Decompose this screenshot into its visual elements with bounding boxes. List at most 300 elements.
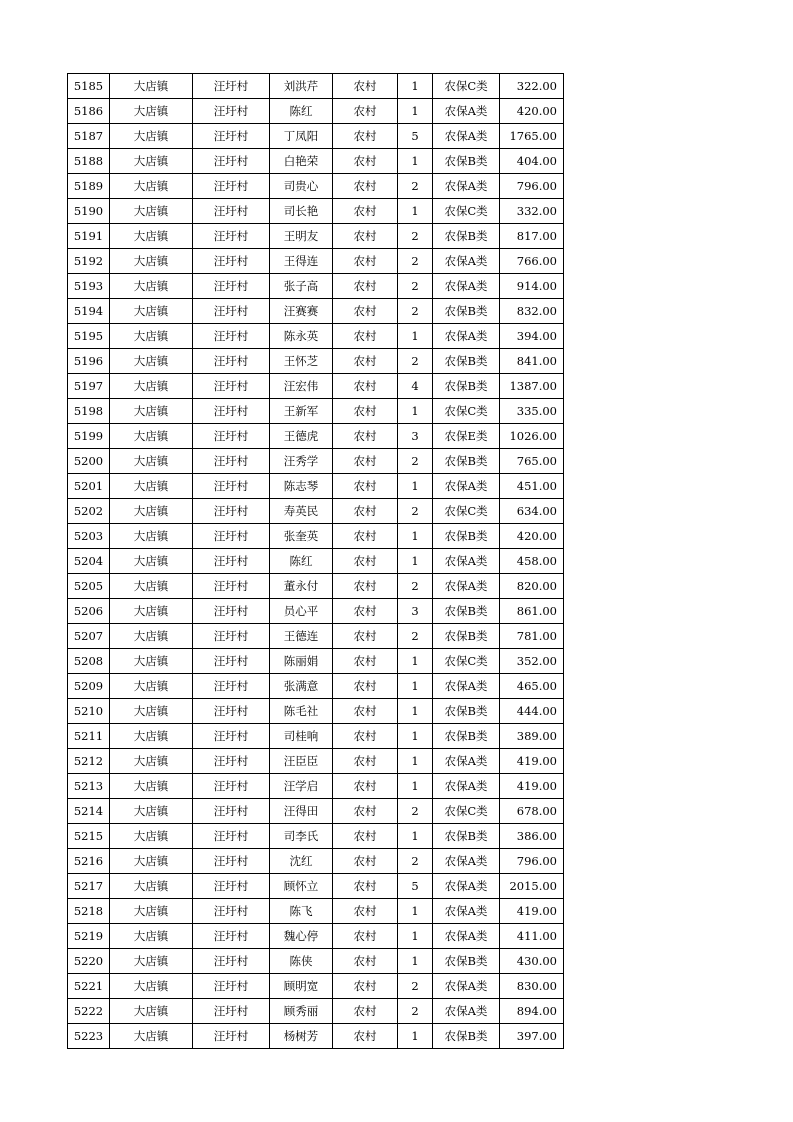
cell-person-count: 2 xyxy=(398,499,433,524)
cell-serial-number: 5195 xyxy=(68,324,110,349)
cell-category: 农保B类 xyxy=(433,949,500,974)
table-row xyxy=(68,974,564,999)
cell-category: 农保A类 xyxy=(433,274,500,299)
cell-household-type: 农村 xyxy=(333,149,398,174)
cell-town: 大店镇 xyxy=(110,224,193,249)
cell-household-type: 农村 xyxy=(333,474,398,499)
cell-household-type: 农村 xyxy=(333,899,398,924)
cell-household-type: 农村 xyxy=(333,924,398,949)
cell-village: 汪圩村 xyxy=(193,799,270,824)
cell-village: 汪圩村 xyxy=(193,574,270,599)
cell-person-count: 2 xyxy=(398,999,433,1024)
cell-person-count: 3 xyxy=(398,599,433,624)
cell-category: 农保A类 xyxy=(433,549,500,574)
cell-name: 陈志琴 xyxy=(270,474,333,499)
cell-amount: 420.00 xyxy=(500,99,564,124)
cell-category: 农保A类 xyxy=(433,574,500,599)
cell-amount: 397.00 xyxy=(500,1024,564,1049)
cell-category: 农保A类 xyxy=(433,474,500,499)
cell-amount: 781.00 xyxy=(500,624,564,649)
cell-household-type: 农村 xyxy=(333,174,398,199)
table-row xyxy=(68,499,564,524)
cell-village: 汪圩村 xyxy=(193,1024,270,1049)
cell-name: 陈红 xyxy=(270,99,333,124)
cell-amount: 389.00 xyxy=(500,724,564,749)
cell-household-type: 农村 xyxy=(333,324,398,349)
cell-amount: 830.00 xyxy=(500,974,564,999)
cell-town: 大店镇 xyxy=(110,899,193,924)
cell-person-count: 2 xyxy=(398,274,433,299)
cell-serial-number: 5186 xyxy=(68,99,110,124)
cell-category: 农保B类 xyxy=(433,1024,500,1049)
cell-category: 农保E类 xyxy=(433,424,500,449)
cell-village: 汪圩村 xyxy=(193,449,270,474)
cell-serial-number: 5207 xyxy=(68,624,110,649)
cell-category: 农保A类 xyxy=(433,974,500,999)
cell-category: 农保A类 xyxy=(433,324,500,349)
records-table xyxy=(67,73,564,1049)
cell-name: 王得连 xyxy=(270,249,333,274)
cell-town: 大店镇 xyxy=(110,824,193,849)
cell-amount: 322.00 xyxy=(500,74,564,99)
cell-name: 寿英民 xyxy=(270,499,333,524)
cell-person-count: 2 xyxy=(398,224,433,249)
table-row xyxy=(68,799,564,824)
cell-serial-number: 5205 xyxy=(68,574,110,599)
cell-village: 汪圩村 xyxy=(193,824,270,849)
cell-amount: 419.00 xyxy=(500,749,564,774)
table-row xyxy=(68,724,564,749)
cell-person-count: 4 xyxy=(398,374,433,399)
cell-person-count: 1 xyxy=(398,824,433,849)
cell-town: 大店镇 xyxy=(110,374,193,399)
cell-amount: 420.00 xyxy=(500,524,564,549)
cell-category: 农保A类 xyxy=(433,924,500,949)
cell-person-count: 1 xyxy=(398,149,433,174)
cell-village: 汪圩村 xyxy=(193,699,270,724)
cell-village: 汪圩村 xyxy=(193,224,270,249)
table-row xyxy=(68,774,564,799)
cell-person-count: 1 xyxy=(398,924,433,949)
cell-village: 汪圩村 xyxy=(193,299,270,324)
cell-amount: 1765.00 xyxy=(500,124,564,149)
cell-town: 大店镇 xyxy=(110,599,193,624)
cell-village: 汪圩村 xyxy=(193,324,270,349)
table-row xyxy=(68,124,564,149)
cell-name: 汪秀学 xyxy=(270,449,333,474)
cell-category: 农保B类 xyxy=(433,224,500,249)
cell-serial-number: 5217 xyxy=(68,874,110,899)
table-row xyxy=(68,374,564,399)
cell-category: 农保B类 xyxy=(433,349,500,374)
cell-town: 大店镇 xyxy=(110,424,193,449)
cell-amount: 796.00 xyxy=(500,174,564,199)
table-row xyxy=(68,174,564,199)
cell-name: 司贵心 xyxy=(270,174,333,199)
cell-serial-number: 5210 xyxy=(68,699,110,724)
table-row xyxy=(68,599,564,624)
cell-name: 汪赛赛 xyxy=(270,299,333,324)
cell-village: 汪圩村 xyxy=(193,474,270,499)
cell-town: 大店镇 xyxy=(110,449,193,474)
cell-name: 白艳荣 xyxy=(270,149,333,174)
table-row xyxy=(68,399,564,424)
cell-name: 汪得田 xyxy=(270,799,333,824)
cell-name: 顾秀丽 xyxy=(270,999,333,1024)
cell-category: 农保C类 xyxy=(433,199,500,224)
cell-serial-number: 5206 xyxy=(68,599,110,624)
cell-name: 张子高 xyxy=(270,274,333,299)
table-row xyxy=(68,274,564,299)
cell-name: 丁凤阳 xyxy=(270,124,333,149)
table-row xyxy=(68,349,564,374)
cell-person-count: 1 xyxy=(398,949,433,974)
cell-category: 农保A类 xyxy=(433,674,500,699)
cell-serial-number: 5218 xyxy=(68,899,110,924)
cell-category: 农保A类 xyxy=(433,899,500,924)
cell-category: 农保B类 xyxy=(433,624,500,649)
cell-household-type: 农村 xyxy=(333,199,398,224)
cell-household-type: 农村 xyxy=(333,974,398,999)
table-row xyxy=(68,449,564,474)
cell-name: 司长艳 xyxy=(270,199,333,224)
cell-amount: 335.00 xyxy=(500,399,564,424)
cell-household-type: 农村 xyxy=(333,524,398,549)
cell-serial-number: 5185 xyxy=(68,74,110,99)
cell-name: 汪臣臣 xyxy=(270,749,333,774)
cell-person-count: 1 xyxy=(398,674,433,699)
cell-name: 汪学启 xyxy=(270,774,333,799)
cell-amount: 1026.00 xyxy=(500,424,564,449)
cell-serial-number: 5194 xyxy=(68,299,110,324)
cell-serial-number: 5202 xyxy=(68,499,110,524)
cell-household-type: 农村 xyxy=(333,424,398,449)
cell-category: 农保C类 xyxy=(433,799,500,824)
cell-village: 汪圩村 xyxy=(193,349,270,374)
cell-village: 汪圩村 xyxy=(193,724,270,749)
cell-village: 汪圩村 xyxy=(193,599,270,624)
cell-serial-number: 5197 xyxy=(68,374,110,399)
cell-village: 汪圩村 xyxy=(193,399,270,424)
cell-serial-number: 5193 xyxy=(68,274,110,299)
cell-name: 陈永英 xyxy=(270,324,333,349)
cell-town: 大店镇 xyxy=(110,999,193,1024)
cell-category: 农保A类 xyxy=(433,849,500,874)
cell-village: 汪圩村 xyxy=(193,649,270,674)
cell-village: 汪圩村 xyxy=(193,899,270,924)
cell-person-count: 1 xyxy=(398,749,433,774)
cell-town: 大店镇 xyxy=(110,924,193,949)
cell-category: 农保C类 xyxy=(433,399,500,424)
cell-category: 农保B类 xyxy=(433,449,500,474)
cell-category: 农保C类 xyxy=(433,499,500,524)
cell-town: 大店镇 xyxy=(110,399,193,424)
cell-serial-number: 5200 xyxy=(68,449,110,474)
cell-name: 董永付 xyxy=(270,574,333,599)
cell-category: 农保B类 xyxy=(433,824,500,849)
cell-town: 大店镇 xyxy=(110,499,193,524)
cell-household-type: 农村 xyxy=(333,449,398,474)
cell-amount: 820.00 xyxy=(500,574,564,599)
cell-amount: 394.00 xyxy=(500,324,564,349)
cell-village: 汪圩村 xyxy=(193,924,270,949)
table-row xyxy=(68,874,564,899)
cell-household-type: 农村 xyxy=(333,249,398,274)
cell-name: 杨树芳 xyxy=(270,1024,333,1049)
cell-person-count: 1 xyxy=(398,199,433,224)
cell-person-count: 1 xyxy=(398,774,433,799)
cell-household-type: 农村 xyxy=(333,274,398,299)
cell-household-type: 农村 xyxy=(333,349,398,374)
cell-household-type: 农村 xyxy=(333,574,398,599)
table-row xyxy=(68,899,564,924)
cell-serial-number: 5222 xyxy=(68,999,110,1024)
cell-amount: 634.00 xyxy=(500,499,564,524)
cell-serial-number: 5213 xyxy=(68,774,110,799)
cell-person-count: 2 xyxy=(398,574,433,599)
cell-town: 大店镇 xyxy=(110,249,193,274)
cell-household-type: 农村 xyxy=(333,949,398,974)
cell-town: 大店镇 xyxy=(110,349,193,374)
cell-name: 员心平 xyxy=(270,599,333,624)
cell-serial-number: 5215 xyxy=(68,824,110,849)
cell-amount: 894.00 xyxy=(500,999,564,1024)
cell-category: 农保A类 xyxy=(433,774,500,799)
table-row xyxy=(68,699,564,724)
table-row xyxy=(68,999,564,1024)
cell-amount: 444.00 xyxy=(500,699,564,724)
cell-person-count: 2 xyxy=(398,174,433,199)
cell-name: 王德虎 xyxy=(270,424,333,449)
table-row xyxy=(68,624,564,649)
cell-village: 汪圩村 xyxy=(193,174,270,199)
cell-household-type: 农村 xyxy=(333,374,398,399)
table-row xyxy=(68,474,564,499)
cell-amount: 832.00 xyxy=(500,299,564,324)
cell-serial-number: 5216 xyxy=(68,849,110,874)
cell-village: 汪圩村 xyxy=(193,749,270,774)
cell-town: 大店镇 xyxy=(110,74,193,99)
cell-household-type: 农村 xyxy=(333,74,398,99)
cell-name: 沈红 xyxy=(270,849,333,874)
cell-person-count: 1 xyxy=(398,549,433,574)
cell-village: 汪圩村 xyxy=(193,774,270,799)
cell-town: 大店镇 xyxy=(110,849,193,874)
cell-name: 陈侠 xyxy=(270,949,333,974)
cell-category: 农保C类 xyxy=(433,74,500,99)
cell-serial-number: 5188 xyxy=(68,149,110,174)
table-row xyxy=(68,199,564,224)
cell-village: 汪圩村 xyxy=(193,674,270,699)
table-row xyxy=(68,849,564,874)
cell-person-count: 1 xyxy=(398,724,433,749)
cell-person-count: 5 xyxy=(398,874,433,899)
cell-serial-number: 5220 xyxy=(68,949,110,974)
table-row xyxy=(68,149,564,174)
cell-amount: 861.00 xyxy=(500,599,564,624)
cell-village: 汪圩村 xyxy=(193,849,270,874)
table-row xyxy=(68,424,564,449)
cell-amount: 386.00 xyxy=(500,824,564,849)
cell-town: 大店镇 xyxy=(110,274,193,299)
cell-category: 农保A类 xyxy=(433,124,500,149)
cell-category: 农保B类 xyxy=(433,724,500,749)
cell-name: 司桂响 xyxy=(270,724,333,749)
cell-person-count: 2 xyxy=(398,299,433,324)
cell-name: 王明友 xyxy=(270,224,333,249)
cell-household-type: 农村 xyxy=(333,699,398,724)
cell-person-count: 1 xyxy=(398,524,433,549)
cell-household-type: 农村 xyxy=(333,999,398,1024)
cell-town: 大店镇 xyxy=(110,299,193,324)
cell-town: 大店镇 xyxy=(110,124,193,149)
cell-amount: 2015.00 xyxy=(500,874,564,899)
cell-serial-number: 5203 xyxy=(68,524,110,549)
cell-category: 农保B类 xyxy=(433,374,500,399)
cell-person-count: 5 xyxy=(398,124,433,149)
cell-amount: 458.00 xyxy=(500,549,564,574)
cell-name: 王德连 xyxy=(270,624,333,649)
cell-amount: 411.00 xyxy=(500,924,564,949)
cell-household-type: 农村 xyxy=(333,749,398,774)
cell-village: 汪圩村 xyxy=(193,499,270,524)
cell-household-type: 农村 xyxy=(333,849,398,874)
cell-amount: 678.00 xyxy=(500,799,564,824)
cell-household-type: 农村 xyxy=(333,724,398,749)
cell-household-type: 农村 xyxy=(333,99,398,124)
cell-serial-number: 5212 xyxy=(68,749,110,774)
cell-village: 汪圩村 xyxy=(193,624,270,649)
cell-name: 张奎英 xyxy=(270,524,333,549)
cell-household-type: 农村 xyxy=(333,824,398,849)
table-row xyxy=(68,574,564,599)
cell-category: 农保B类 xyxy=(433,299,500,324)
cell-amount: 404.00 xyxy=(500,149,564,174)
cell-village: 汪圩村 xyxy=(193,74,270,99)
cell-serial-number: 5208 xyxy=(68,649,110,674)
cell-amount: 332.00 xyxy=(500,199,564,224)
cell-person-count: 2 xyxy=(398,974,433,999)
cell-village: 汪圩村 xyxy=(193,374,270,399)
cell-household-type: 农村 xyxy=(333,774,398,799)
cell-town: 大店镇 xyxy=(110,199,193,224)
cell-amount: 352.00 xyxy=(500,649,564,674)
cell-household-type: 农村 xyxy=(333,399,398,424)
cell-serial-number: 5190 xyxy=(68,199,110,224)
cell-person-count: 1 xyxy=(398,74,433,99)
cell-serial-number: 5214 xyxy=(68,799,110,824)
cell-household-type: 农村 xyxy=(333,1024,398,1049)
cell-name: 司李氏 xyxy=(270,824,333,849)
cell-amount: 430.00 xyxy=(500,949,564,974)
cell-town: 大店镇 xyxy=(110,749,193,774)
cell-amount: 817.00 xyxy=(500,224,564,249)
table-row xyxy=(68,749,564,774)
cell-name: 王新军 xyxy=(270,399,333,424)
cell-household-type: 农村 xyxy=(333,549,398,574)
cell-household-type: 农村 xyxy=(333,674,398,699)
cell-serial-number: 5223 xyxy=(68,1024,110,1049)
cell-person-count: 1 xyxy=(398,649,433,674)
cell-serial-number: 5187 xyxy=(68,124,110,149)
cell-village: 汪圩村 xyxy=(193,874,270,899)
cell-household-type: 农村 xyxy=(333,624,398,649)
cell-town: 大店镇 xyxy=(110,474,193,499)
cell-person-count: 2 xyxy=(398,624,433,649)
cell-village: 汪圩村 xyxy=(193,999,270,1024)
cell-town: 大店镇 xyxy=(110,724,193,749)
cell-town: 大店镇 xyxy=(110,624,193,649)
table-row xyxy=(68,674,564,699)
table-row xyxy=(68,1024,564,1049)
cell-village: 汪圩村 xyxy=(193,99,270,124)
cell-name: 张满意 xyxy=(270,674,333,699)
cell-village: 汪圩村 xyxy=(193,949,270,974)
cell-town: 大店镇 xyxy=(110,699,193,724)
cell-amount: 765.00 xyxy=(500,449,564,474)
cell-household-type: 农村 xyxy=(333,799,398,824)
cell-town: 大店镇 xyxy=(110,949,193,974)
cell-name: 刘洪芹 xyxy=(270,74,333,99)
cell-amount: 796.00 xyxy=(500,849,564,874)
table-row xyxy=(68,299,564,324)
cell-serial-number: 5191 xyxy=(68,224,110,249)
cell-person-count: 1 xyxy=(398,99,433,124)
cell-serial-number: 5204 xyxy=(68,549,110,574)
cell-town: 大店镇 xyxy=(110,774,193,799)
cell-serial-number: 5219 xyxy=(68,924,110,949)
cell-name: 汪宏伟 xyxy=(270,374,333,399)
cell-amount: 766.00 xyxy=(500,249,564,274)
cell-category: 农保B类 xyxy=(433,524,500,549)
table-row xyxy=(68,74,564,99)
cell-category: 农保C类 xyxy=(433,649,500,674)
cell-amount: 1387.00 xyxy=(500,374,564,399)
cell-town: 大店镇 xyxy=(110,549,193,574)
table-row xyxy=(68,249,564,274)
cell-category: 农保B类 xyxy=(433,599,500,624)
records-table-body xyxy=(68,74,564,1049)
cell-town: 大店镇 xyxy=(110,674,193,699)
cell-town: 大店镇 xyxy=(110,649,193,674)
cell-household-type: 农村 xyxy=(333,874,398,899)
cell-name: 陈飞 xyxy=(270,899,333,924)
cell-village: 汪圩村 xyxy=(193,124,270,149)
table-row xyxy=(68,224,564,249)
cell-town: 大店镇 xyxy=(110,874,193,899)
table-row xyxy=(68,949,564,974)
cell-name: 陈红 xyxy=(270,549,333,574)
cell-household-type: 农村 xyxy=(333,124,398,149)
cell-name: 顾明宽 xyxy=(270,974,333,999)
cell-category: 农保B类 xyxy=(433,699,500,724)
table-row xyxy=(68,99,564,124)
cell-serial-number: 5196 xyxy=(68,349,110,374)
cell-village: 汪圩村 xyxy=(193,249,270,274)
cell-amount: 451.00 xyxy=(500,474,564,499)
cell-town: 大店镇 xyxy=(110,974,193,999)
cell-serial-number: 5189 xyxy=(68,174,110,199)
table-row xyxy=(68,524,564,549)
cell-category: 农保A类 xyxy=(433,99,500,124)
cell-person-count: 1 xyxy=(398,399,433,424)
cell-village: 汪圩村 xyxy=(193,524,270,549)
cell-category: 农保A类 xyxy=(433,874,500,899)
cell-serial-number: 5199 xyxy=(68,424,110,449)
cell-name: 陈丽娟 xyxy=(270,649,333,674)
cell-person-count: 1 xyxy=(398,899,433,924)
cell-village: 汪圩村 xyxy=(193,549,270,574)
